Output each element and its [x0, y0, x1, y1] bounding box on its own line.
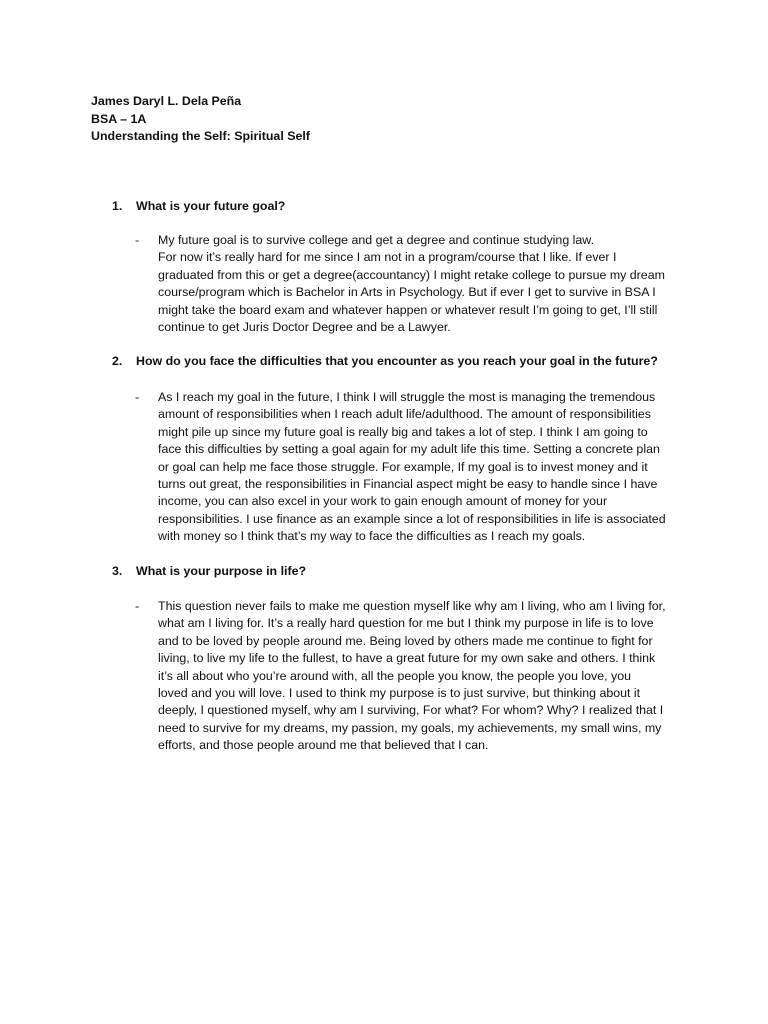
- answer-line: turns out great, the responsibilities in Financial aspect might be easy to handle since I have: [158, 477, 658, 492]
- question-3: [112, 563, 306, 581]
- answer-line: might pile up since my future goal is really big and takes a lot of step. I think I am going to: [158, 424, 648, 439]
- answer-line: income, you can also excel in your work to gain enough amount of money for your: [158, 494, 608, 509]
- answer-line: with money so I think that’s my way to face the difficulties as I reach my goals.: [158, 529, 586, 544]
- answer-line: need to survive for my dreams, my passion, my goals, my achievements, my small wins, my: [158, 720, 662, 735]
- answer-line: For now it’s really hard for me since I am not in a program/course that I like. If ever I: [158, 250, 617, 265]
- answer-line: continue to get Juris Doctor Degree and be a Lawyer.: [158, 320, 451, 335]
- question-text: What is your future goal?: [136, 199, 286, 213]
- answer-text: [158, 598, 666, 755]
- question-text: How do you face the difficulties that you encounter as you reach your goal in the future?: [136, 354, 658, 368]
- answer-line: amount of responsibilities when I reach adult life/adulthood. The amount of responsibilities: [158, 407, 651, 422]
- answer-line: This question never fails to make me question myself like why am I living, who am I living for,: [158, 599, 666, 613]
- document-header: [91, 93, 310, 146]
- bullet-dash: -: [135, 599, 140, 613]
- document-subject: Understanding the Self: Spiritual Self: [91, 129, 310, 144]
- answer-line: deeply, I questioned myself, why am I surviving, For what? For whom? Why? I realized that I: [158, 703, 664, 718]
- question-text: What is your purpose in life?: [136, 564, 307, 578]
- answer-text: [158, 389, 666, 546]
- bullet-dash: -: [135, 233, 140, 247]
- bullet-dash: -: [135, 390, 140, 404]
- student-name: James Daryl L. Dela Peña: [91, 94, 242, 108]
- answer-line: course/program which is Bachelor in Arts in Psychology. But if ever I get to survive in BSA I: [158, 285, 656, 300]
- answer-line: or goal can help me face those struggle. For example, If my goal is to invest money and it: [158, 459, 648, 474]
- question-2: [112, 353, 658, 371]
- answer-line: what am I living for. It’s a really hard question for me but I think my purpose in life is to love: [158, 616, 654, 631]
- answer-line: My future goal is to survive college and get a degree and continue studying law.: [158, 233, 595, 247]
- answer-line: graduated from this or get a degree(accountancy) I might retake college to pursue my dream: [158, 267, 665, 282]
- question-number: 3.: [112, 564, 123, 578]
- question-number: 2.: [112, 354, 123, 368]
- answer-line: As I reach my goal in the future, I think I will struggle the most is managing the tremendous: [158, 390, 656, 404]
- answer-text: [158, 232, 665, 336]
- answer-line: might take the board exam and whatever happen or whatever result I’m going to get, I’ll still: [158, 302, 658, 317]
- question-number: 1.: [112, 199, 123, 213]
- answer-line: and to be loved by people around me. Being loved by others made me continue to fight for: [158, 633, 653, 648]
- student-section: BSA – 1A: [91, 111, 147, 126]
- answer-line: it’s all about who you’re around with, all the people you know, the people you love, you: [158, 668, 631, 683]
- answer-line: living, to live my life to the fullest, to have a great future for my own sake and others. I think: [158, 651, 656, 666]
- question-1: [112, 198, 285, 216]
- answer-line: responsibilities. I use finance as an example since a lot of responsibilities in life is associated: [158, 511, 666, 526]
- answer-line: efforts, and those people around me that believed that I can.: [158, 738, 489, 753]
- answer-line: face this difficulties by setting a goal again for my adult life this time. Setting a concrete plan: [158, 442, 660, 457]
- answer-line: loved and you will love. I used to think my purpose is to just survive, but thinking about it: [158, 686, 641, 701]
